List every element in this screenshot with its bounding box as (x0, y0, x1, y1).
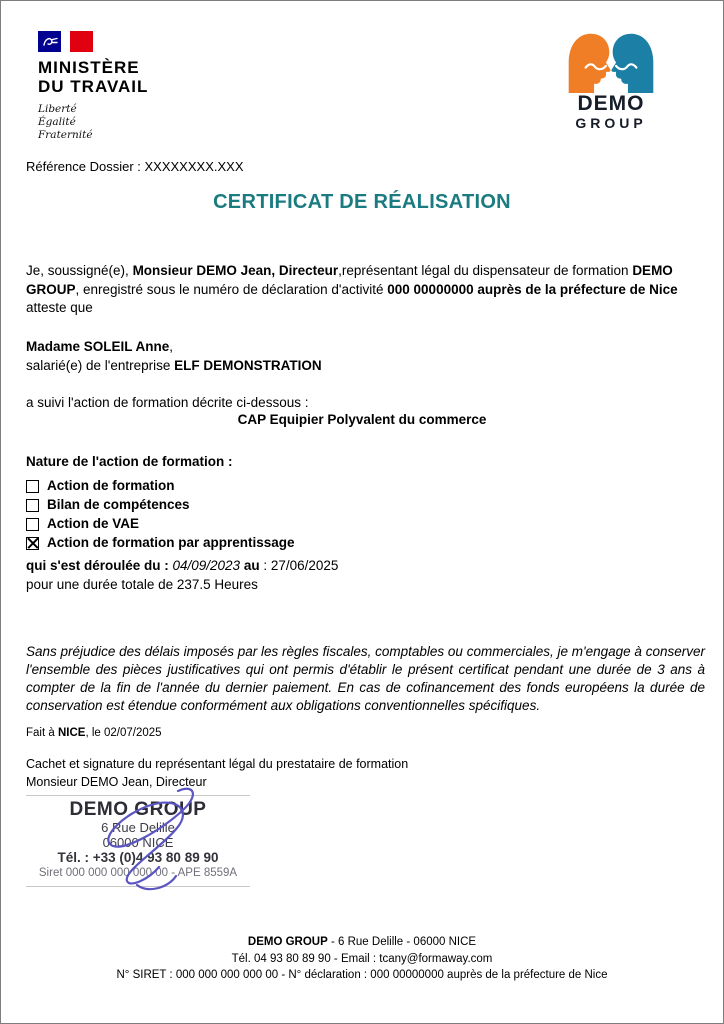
footer-line1: DEMO GROUP - 6 Rue Delille - 06000 NICE (247, 936, 477, 948)
duration-line: pour une durée totale de 237.5 Heures (26, 576, 258, 592)
nature-option-label: Action de formation par apprentissage (47, 535, 295, 550)
nature-option-label: Action de formation (47, 478, 175, 493)
stamp-address-line1: 6 Rue Delille (101, 820, 175, 835)
two-heads-icon (559, 27, 663, 93)
brand-name: DEMO (577, 92, 645, 115)
period-block (26, 557, 338, 594)
trainee-name-line: Madame SOLEIL Anne, (26, 339, 174, 354)
ministry-name-line1: MINISTÈRE (38, 58, 140, 77)
signature-caption-line2: Monsieur DEMO Jean, Directeur (26, 774, 207, 789)
motto-liberte: Liberté (38, 103, 77, 115)
brand-sub-name: GROUP (575, 115, 647, 131)
ministry-motto (38, 103, 148, 142)
brand-logo (552, 27, 670, 132)
trainee-company-line: salarié(e) de l'entreprise ELF DEMONSTRATION (26, 357, 322, 373)
nature-option-row (26, 497, 295, 513)
signature-caption-line1: Cachet et signature du représentant légal du prestataire de formation (26, 757, 409, 771)
nature-option-row (26, 478, 295, 494)
stamp-siret: Siret 000 000 000 000 00 - APE 8559A (38, 867, 238, 879)
nature-option-label: Bilan de compétences (47, 497, 190, 512)
checkbox-unchecked-icon[interactable] (26, 518, 39, 531)
stamp-phone: Tél. : +33 (0)4 93 80 89 90 (57, 850, 219, 865)
checkbox-unchecked-icon[interactable] (26, 499, 39, 512)
nature-section-label: Nature de l'action de formation : (26, 454, 233, 469)
nature-options-list (26, 478, 295, 551)
period-line: qui s'est déroulée du : 04/09/2023 au : 27/06/2025 (26, 558, 339, 573)
course-title: CAP Equipier Polyvalent du commerce (237, 412, 487, 427)
checkbox-unchecked-icon[interactable] (26, 480, 39, 493)
legal-paragraph: Sans préjudice des délais imposés par les règles fiscales, comptables ou commerciales, je m'engage à conserver l'ensemble des pièces justificatives qui ont permis d'établir le présent certificat pendant une durée de 3 ans à compter de la fin de l'année du dernier paiement. En cas de cofinancement des fonds européens la durée de conservation est étendue conformément aux obligations conventionnelles spécifiques. (26, 644, 705, 713)
footer-line3: N° SIRET : 000 000 000 000 00 - N° déclaration : 000 00000000 auprès de la préfecture de Nice (116, 969, 608, 981)
place-date-line: Fait à NICE, le 02/07/2025 (26, 727, 162, 739)
nature-option-label: Action de VAE (47, 516, 140, 531)
reference-dossier: Référence Dossier : XXXXXXXX.XXX (26, 159, 244, 174)
checkbox-checked-icon[interactable] (26, 537, 39, 550)
nature-section (26, 454, 295, 554)
footer-line2: Tél. 04 93 80 89 90 - Email : tcany@formaway.com (231, 952, 493, 965)
trainee-block (26, 338, 704, 375)
nature-option-row (26, 516, 295, 532)
motto-fraternite: Fraternité (38, 129, 93, 141)
stamp-company-name: DEMO GROUP (69, 799, 207, 820)
followed-line: a suivi l'action de formation décrite ci-dessous : (26, 395, 309, 410)
stamp-address-line2: 06000 NICE (102, 835, 174, 850)
signature-caption (26, 756, 408, 791)
motto-egalite: Égalité (38, 116, 76, 128)
ministry-name-line2: DU TRAVAIL (38, 77, 149, 96)
nature-option-row (26, 535, 295, 551)
page-title: CERTIFICAT DE RÉALISATION (213, 191, 511, 213)
ministry-logo (38, 31, 148, 142)
french-flag-icon (38, 31, 94, 52)
intro-paragraph: Je, soussigné(e), Monsieur DEMO Jean, Directeur,représentant légal du dispensateur de formation DEMO GROUP, enregistré sous le numéro de déclaration d'activité 000 00000000 auprès de la préfecture de Nice atteste que (26, 263, 678, 315)
document-footer (1, 934, 723, 984)
company-stamp (26, 795, 250, 887)
